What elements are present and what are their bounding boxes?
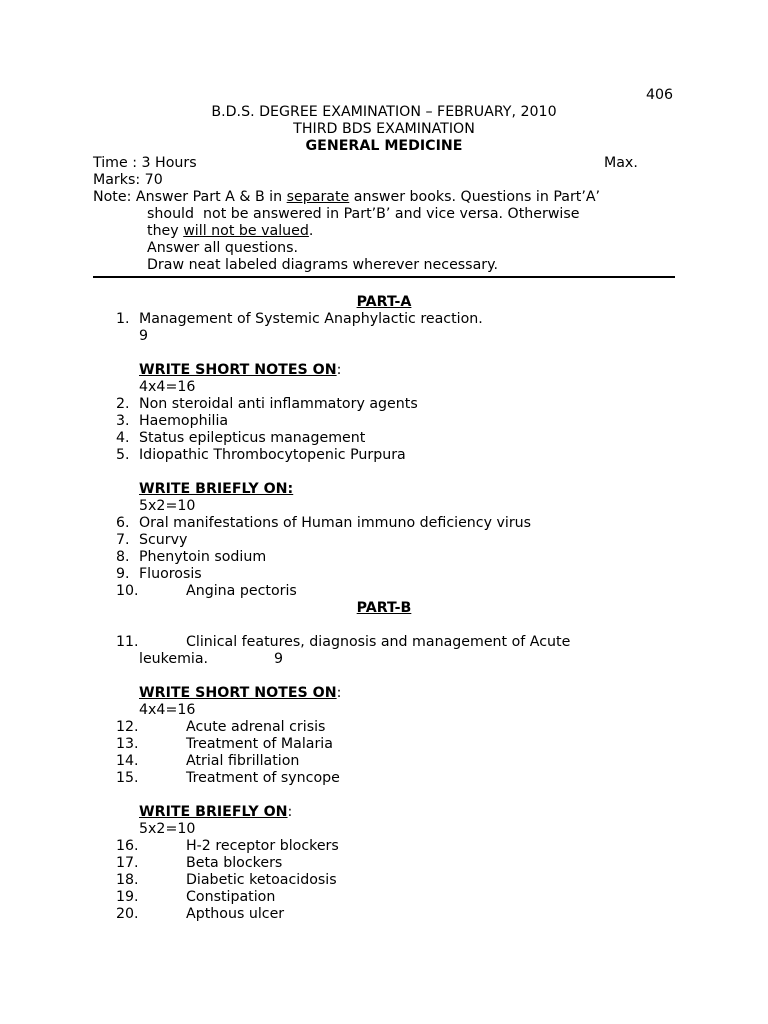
- note-line-2: should not be answered in Part’B’ and vice versa. Otherwise: [147, 206, 580, 222]
- q16-number: 16.: [116, 838, 139, 854]
- q5-number: 5.: [116, 447, 130, 463]
- q2-number: 2.: [116, 396, 130, 412]
- q19-text: Constipation: [186, 889, 276, 905]
- q11-text: Clinical features, diagnosis and management of Acute: [186, 634, 571, 650]
- q12-text: Acute adrenal crisis: [186, 719, 326, 735]
- note-line-1: [93, 189, 600, 206]
- note-line-4: Answer all questions.: [147, 240, 299, 256]
- q1-marks: 9: [139, 328, 149, 344]
- q20-text: Apthous ulcer: [186, 906, 285, 922]
- q6-text: Oral manifestations of Human immuno deficiency virus: [139, 515, 532, 531]
- q3-number: 3.: [116, 413, 130, 429]
- q17-text: Beta blockers: [186, 855, 283, 871]
- q14-text: Atrial fibrillation: [186, 753, 300, 769]
- note-line-3: [147, 223, 313, 240]
- q15-number: 15.: [116, 770, 139, 786]
- q18-text: Diabetic ketoacidosis: [186, 872, 337, 888]
- q1-text: Management of Systemic Anaphylactic reaction.: [139, 311, 483, 327]
- part-b-short-colon: :: [336, 685, 342, 701]
- part-a-short-marks: 4x4=16: [139, 379, 196, 395]
- header-divider: [93, 276, 675, 278]
- part-b-short-marks: 4x4=16: [139, 702, 196, 718]
- part-b-brief-marks: 5x2=10: [139, 821, 196, 837]
- q16-text: H-2 receptor blockers: [186, 838, 339, 854]
- part-a-short-colon: :: [336, 362, 342, 378]
- q7-text: Scurvy: [139, 532, 188, 548]
- part-a-short-heading-text: WRITE SHORT NOTES ON: [139, 362, 337, 378]
- note-prefix: Note: Answer Part A & B in: [93, 189, 287, 205]
- part-a-short-heading: [139, 362, 341, 379]
- q17-number: 17.: [116, 855, 139, 871]
- note-not-valued: will not be valued: [183, 223, 309, 239]
- q18-number: 18.: [116, 872, 139, 888]
- part-b-title: PART-B: [356, 600, 412, 616]
- note-l3-a: they: [147, 223, 184, 239]
- max-label: Max.: [604, 155, 638, 171]
- q2-text: Non steroidal anti inflammatory agents: [139, 396, 418, 412]
- q1-number: 1.: [116, 311, 130, 327]
- q8-number: 8.: [116, 549, 130, 565]
- part-b-brief-heading-text: WRITE BRIEFLY ON: [139, 804, 288, 820]
- q10-text: Angina pectoris: [186, 583, 297, 599]
- q9-number: 9.: [116, 566, 130, 582]
- part-b-short-heading: [139, 685, 341, 702]
- q11-number: 11.: [116, 634, 139, 650]
- part-a-brief-heading: WRITE BRIEFLY ON:: [139, 481, 294, 497]
- note-line-5: Draw neat labeled diagrams wherever necessary.: [147, 257, 498, 273]
- q13-number: 13.: [116, 736, 139, 752]
- marks-label: Marks: 70: [93, 172, 163, 188]
- q11-text-cont: leukemia.: [139, 651, 209, 667]
- part-b-short-heading-text: WRITE SHORT NOTES ON: [139, 685, 337, 701]
- q14-number: 14.: [116, 753, 139, 769]
- q20-number: 20.: [116, 906, 139, 922]
- exam-title: B.D.S. DEGREE EXAMINATION – FEBRUARY, 2010: [211, 104, 557, 120]
- q13-text: Treatment of Malaria: [186, 736, 333, 752]
- note-l3-b: .: [308, 223, 314, 239]
- q10-number: 10.: [116, 583, 139, 599]
- q12-number: 12.: [116, 719, 139, 735]
- q6-number: 6.: [116, 515, 130, 531]
- subject-title: GENERAL MEDICINE: [305, 138, 463, 154]
- note-l1-rest: answer books. Questions in Part’A’: [349, 189, 601, 205]
- part-a-title: PART-A: [356, 294, 412, 310]
- q4-text: Status epilepticus management: [139, 430, 366, 446]
- part-b-brief-heading: [139, 804, 292, 821]
- note-separate: separate: [286, 189, 350, 205]
- q3-text: Haemophilia: [139, 413, 229, 429]
- part-b-brief-colon: :: [287, 804, 293, 820]
- q7-number: 7.: [116, 532, 130, 548]
- q9-text: Fluorosis: [139, 566, 202, 582]
- q8-text: Phenytoin sodium: [139, 549, 267, 565]
- q4-number: 4.: [116, 430, 130, 446]
- page-number: 406: [646, 87, 674, 103]
- part-a-brief-marks: 5x2=10: [139, 498, 196, 514]
- time-label: Time : 3 Hours: [93, 155, 197, 171]
- exam-subtitle: THIRD BDS EXAMINATION: [293, 121, 475, 137]
- q15-text: Treatment of syncope: [186, 770, 340, 786]
- q19-number: 19.: [116, 889, 139, 905]
- q5-text: Idiopathic Thrombocytopenic Purpura: [139, 447, 406, 463]
- q11-marks: 9: [274, 651, 284, 667]
